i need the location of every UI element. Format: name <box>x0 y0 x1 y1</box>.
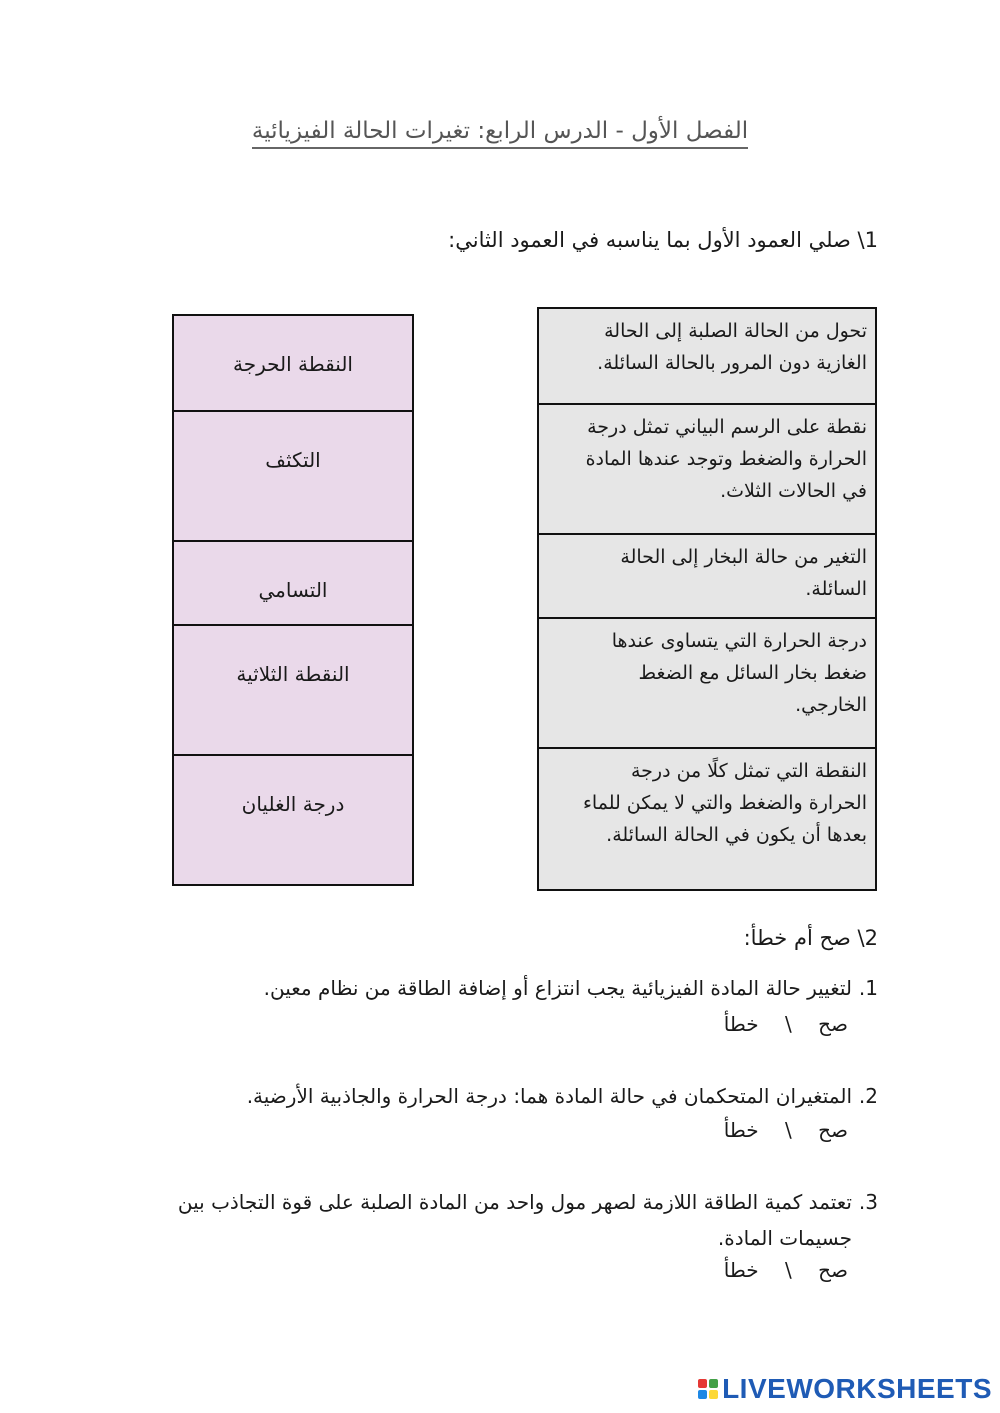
worksheet-title: الفصل الأول - الدرس الرابع: تغيرات الحالة الفيزيائية <box>0 118 1000 144</box>
tf-choices-1[interactable]: صح \ خطأ <box>723 1012 848 1036</box>
tf-item-3: 3.تعتمد كمية الطاقة اللازمة لصهر مول واحد من المادة الصلبة على قوة التجاذب بين جسيمات المادة. <box>177 1190 878 1250</box>
tf-item-2: 2.المتغيران المتحكمان في حالة المادة هما: درجة الحرارة والجاذبية الأرضية. <box>246 1084 878 1108</box>
tf-choices-2[interactable]: صح \ خطأ <box>723 1118 848 1142</box>
tf-item-1: 1.لتغيير حالة المادة الفيزيائية يجب انتزاع أو إضافة الطاقة من نظام معين. <box>263 976 878 1000</box>
logo-square <box>709 1390 718 1399</box>
question-2-heading: 2\ صح أم خطأ: <box>743 926 878 950</box>
logo-grid-icon <box>698 1379 718 1399</box>
left-cell[interactable]: التكثف <box>174 412 412 542</box>
right-cell[interactable]: درجة الحرارة التي يتساوى عندها ضغط بخار السائل مع الضغط الخارجي. <box>539 619 875 749</box>
logo-text: LIVEWORKSHEETS <box>722 1373 992 1404</box>
right-cell[interactable]: التغير من حالة البخار إلى الحالة السائلة. <box>539 535 875 619</box>
matching-left-column <box>172 314 414 886</box>
tf-choices-3[interactable]: صح \ خطأ <box>723 1258 848 1282</box>
liveworksheets-logo[interactable] <box>698 1373 992 1405</box>
left-cell[interactable]: درجة الغليان <box>241 792 345 816</box>
left-cell[interactable]: التسامي <box>174 542 412 626</box>
question-1-heading: 1\ صلي العمود الأول بما يناسبه في العمود الثاني: <box>448 228 878 252</box>
matching-right-column <box>537 307 877 891</box>
left-cell[interactable]: النقطة الحرجة <box>174 316 412 412</box>
logo-square <box>698 1390 707 1399</box>
left-cell[interactable]: النقطة الثلاثية <box>174 626 412 756</box>
logo-square <box>709 1379 718 1388</box>
right-cell[interactable]: تحول من الحالة الصلبة إلى الحالة الغازية دون المرور بالحالة السائلة. <box>539 309 875 405</box>
logo-square <box>698 1379 707 1388</box>
right-cell[interactable]: النقطة التي تمثل كلًا من درجة الحرارة والضغط والتي لا يمكن للماء بعدها أن يكون في الحالة السائلة. <box>582 760 867 846</box>
right-cell[interactable]: نقطة على الرسم البياني تمثل درجة الحرارة والضغط وتوجد عندها المادة في الحالات الثلاث. <box>539 405 875 535</box>
